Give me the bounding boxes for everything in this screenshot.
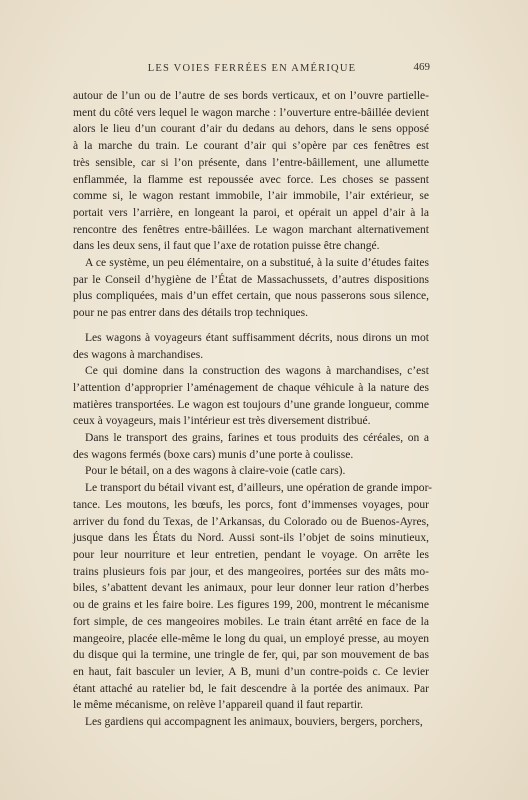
text-line: le même mécanisme, on relève l’appareil quand il faut repartir. (73, 699, 364, 712)
text-line: ment du côté vers lequel le wagon marche : l’ouverture entre-bâillée devient (73, 106, 429, 119)
paragraph (73, 330, 429, 363)
paragraph-gap (73, 322, 429, 330)
text-line: plus compliquées, mais d’un effet certain, que nous passerons sous silence, (73, 290, 429, 303)
paragraph (73, 714, 429, 731)
text-line: arriver du fond du Texas, de l’Arkansas, du Colorado ou de Buenos-Ayres, (73, 515, 429, 528)
text-line: étant attaché au ratelier bd, le fait descendre à la portée des animaux. Par (73, 682, 429, 695)
text-line: rencontre des fenêtres entre-bâillées. Le wagon marchant alternativement (73, 223, 429, 236)
text-line: en haut, fait basculer un levier, A B, muni d’un contre-poids c. Ce levier (73, 665, 429, 678)
text-line: portait vers l’arrière, en longeant la paroi, et opérait un appel d’air à la (73, 206, 429, 219)
text-line: pour ne pas entrer dans des détails trop techniques. (73, 307, 309, 320)
paragraph (73, 480, 433, 714)
paragraph (73, 363, 429, 430)
text-line: ou de grains et les faire boire. Les figures 199, 200, montrent le mécanisme (73, 599, 429, 612)
text-line: biles, s’abattent devant les animaux, pour leur donner leur ration d’herbes (73, 582, 429, 595)
text-line: ceux à voyageurs, mais l’intérieur est très diversement distribué. (73, 415, 371, 428)
paragraph (73, 430, 429, 463)
text-line: autour de l’un ou de l’autre de ses bords verticaux, et on l’ouvre partielle- (73, 90, 429, 102)
page-body (73, 88, 433, 731)
text-line: A ce système, un peu élémentaire, on a substitué, à la suite d’études faites (85, 257, 429, 270)
text-line: matières transportées. Le wagon est toujours d’une grande longueur, comme (73, 398, 429, 411)
text-line: Pour le bétail, on a des wagons à claire-voie (catle cars). (85, 465, 346, 478)
text-line: fort simple, de ces mangeoires mobiles. Le train étant arrêté en face de la (73, 615, 429, 628)
text-line: du disque qui la termine, une tringle de fer, qui, par son mouvement de bas (73, 649, 429, 662)
paragraph (73, 255, 429, 322)
text-line: des wagons fermés (boxe cars) munis d’une porte à coulisse. (73, 448, 354, 461)
text-line: l’attention d’approprier l’aménagement de chaque véhicule à la nature des (73, 381, 429, 394)
text-line: à la marche du train. Le courant d’air qui s’opère par ces fenêtres est (73, 140, 429, 153)
text-line: mangeoire, placée elle-même le long du quai, un employé presse, au moyen (73, 632, 429, 645)
text-line: Les wagons à voyageurs étant suffisamment décrits, nous dirons un mot (85, 331, 429, 344)
text-line: comme si, le wagon restant immobile, l’air immobile, l’air extérieur, se (73, 190, 429, 203)
text-line: trains plusieurs fois par jour, et des mangeoires, portées sur des mâts mo- (73, 565, 429, 578)
text-line: très sensible, car si l’on présente, dans l’entre-bâillement, une allumette (73, 156, 429, 169)
text-line: pour leur nourriture et leur entretien, pendant le voyage. On arrête les (73, 548, 429, 561)
text-line: tance. Les moutons, les bœufs, les porcs, font d’immenses voyages, pour (73, 498, 429, 511)
text-line: Le transport du bétail vivant est, d’ailleurs, une opération de grande impor- (85, 482, 433, 495)
text-line: Ce qui domine dans la construction des wagons à marchandises, c’est (85, 365, 429, 378)
text-line: jusque dans les États du Nord. Aussi sont-ils l’objet de soins minutieux, (73, 532, 429, 545)
paragraph (73, 463, 429, 480)
paragraph (73, 88, 429, 255)
text-line: Dans le transport des grains, farines et tous produits des céréales, on a (85, 432, 429, 445)
page-number: 469 (413, 61, 430, 73)
text-line: enflammée, la flamme est repoussée avec force. Les choses se passent (73, 173, 429, 186)
text-line: Les gardiens qui accompagnent les animaux, bouviers, bergers, porchers, (85, 716, 423, 729)
text-line: des wagons à marchandises. (73, 348, 204, 361)
text-line: alors le lieu d’un courant d’air du dedans au dehors, dans le sens opposé (73, 123, 429, 136)
text-line: par le Conseil d’hygiène de l’État de Massachussets, d’autres dispositions (73, 273, 429, 286)
text-line: dans les deux sens, il faut que l’axe de rotation puisse être changé. (73, 240, 380, 253)
running-title: LES VOIES FERRÉES EN AMÉRIQUE (147, 63, 357, 74)
